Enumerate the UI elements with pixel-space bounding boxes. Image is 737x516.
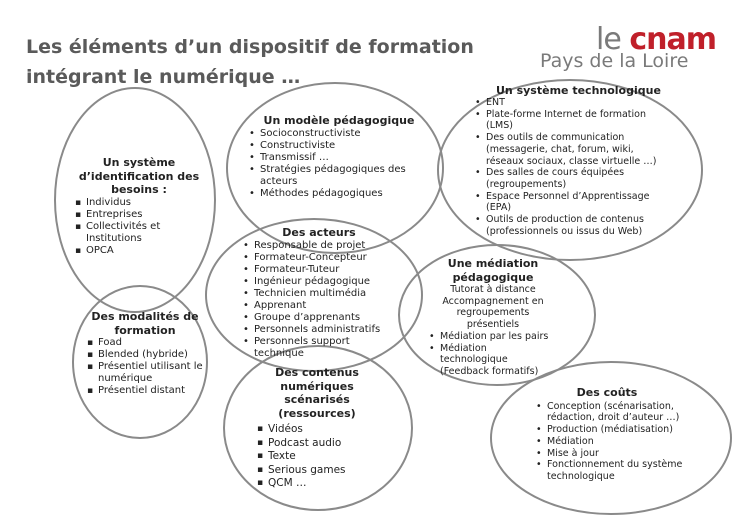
list-item: ▪ Podcast audio bbox=[256, 437, 378, 451]
list-item: ▪ Foad bbox=[86, 337, 204, 349]
block-couts bbox=[535, 386, 687, 483]
cnam-logo bbox=[540, 22, 730, 82]
besoins-list bbox=[74, 197, 204, 257]
list-item: • Médiation par les pairs bbox=[428, 331, 558, 343]
modele-heading: Un modèle pédagogique bbox=[263, 114, 415, 127]
block-contenus bbox=[256, 366, 378, 491]
list-item: • Technicien multimédia bbox=[242, 288, 392, 300]
list-item: • Fonctionnement du système technologique bbox=[535, 459, 687, 483]
page-title-line2: intégrant le numérique … bbox=[26, 66, 301, 88]
list-item: • Responsable de projet bbox=[242, 240, 392, 252]
list-item: • Stratégies pédagogiques des acteurs bbox=[248, 164, 420, 188]
besoins-heading: Un système d’identification des besoins : bbox=[78, 156, 200, 196]
list-item: • Groupe d’apprenants bbox=[242, 312, 392, 324]
list-item: • Apprenant bbox=[242, 300, 392, 312]
list-item: • Conception (scénarisation, rédaction, droit d’auteur …) bbox=[535, 401, 687, 425]
acteurs-list bbox=[242, 240, 392, 360]
list-item: • Des outils de communication (messagerie, chat, forum, wiki, réseaux sociaux, classe virtuelle …) bbox=[474, 132, 670, 167]
logo-le-text: le bbox=[596, 22, 630, 57]
list-item: ▪ Serious games bbox=[256, 464, 378, 478]
logo-cnam-text: cnam bbox=[629, 22, 716, 57]
list-item: ▪ Texte bbox=[256, 450, 378, 464]
contenus-heading: Des contenus numériques scénarisés (ressources) bbox=[275, 366, 359, 420]
couts-heading: Des coûts bbox=[576, 386, 638, 399]
block-modele bbox=[248, 114, 420, 200]
list-item: • Socioconstructiviste bbox=[248, 128, 420, 140]
mediation-intro-line: Accompagnement en regroupements présentiels bbox=[442, 295, 544, 331]
list-item: ▪ Présentiel distant bbox=[86, 385, 204, 397]
list-item: ▪ OPCA bbox=[74, 245, 204, 257]
page-title bbox=[26, 32, 546, 92]
list-item: • ENT bbox=[474, 97, 670, 109]
list-item: • Outils de production de contenus (professionnels ou issus du Web) bbox=[474, 214, 670, 237]
modele-list bbox=[248, 128, 420, 200]
list-item: • Ingénieur pédagogique bbox=[242, 276, 392, 288]
acteurs-heading: Des acteurs bbox=[282, 226, 356, 239]
logo-subtitle: Pays de la Loire bbox=[540, 50, 689, 72]
mediation-intro-line: Tutorat à distance bbox=[450, 284, 536, 295]
list-item: ▪ Individus bbox=[74, 197, 204, 209]
list-item: • Constructiviste bbox=[248, 140, 420, 152]
list-item: • Personnels administratifs bbox=[242, 324, 392, 336]
list-item: • Transmissif … bbox=[248, 152, 420, 164]
list-item: • Médiation bbox=[535, 436, 687, 448]
list-item: ▪ Blended (hybride) bbox=[86, 349, 204, 361]
list-item: • Médiation technologique (Feedback formatifs) bbox=[428, 343, 558, 378]
list-item: ▪ Collectivités et Institutions bbox=[74, 221, 204, 245]
list-item: • Plate-forme Internet de formation (LMS) bbox=[474, 109, 670, 132]
modalites-list bbox=[86, 337, 204, 397]
list-item: • Formateur-Tuteur bbox=[242, 264, 392, 276]
technologique-heading: Un système technologique bbox=[496, 84, 661, 97]
mediation-list bbox=[428, 331, 558, 378]
list-item: • Formateur-Concepteur bbox=[242, 252, 392, 264]
mediation-heading: Une médiation pédagogique bbox=[447, 257, 539, 284]
list-item: • Production (médiatisation) bbox=[535, 424, 687, 436]
list-item: • Méthodes pédagogiques bbox=[248, 188, 420, 200]
block-mediation bbox=[428, 257, 558, 378]
list-item: ▪ Vidéos bbox=[256, 423, 378, 437]
modalites-heading: Des modalités de formation bbox=[91, 310, 199, 337]
list-item: • Des salles de cours équipées (regroupements) bbox=[474, 167, 670, 190]
block-technologique bbox=[474, 84, 670, 237]
couts-list bbox=[535, 401, 687, 484]
list-item: • Personnels support technique bbox=[242, 336, 392, 360]
list-item: ▪ Présentiel utilisant le numérique bbox=[86, 361, 204, 385]
list-item: • Mise à jour bbox=[535, 448, 687, 460]
block-acteurs bbox=[242, 226, 392, 360]
page-title-line1: Les éléments d’un dispositif de formation bbox=[26, 36, 474, 58]
contenus-list bbox=[256, 423, 378, 491]
list-item: ▪ Entreprises bbox=[74, 209, 204, 221]
list-item: ▪ QCM … bbox=[256, 477, 378, 491]
list-item: • Espace Personnel d’Apprentissage (EPA) bbox=[474, 191, 670, 214]
technologique-list bbox=[474, 84, 670, 237]
block-besoins bbox=[74, 156, 204, 257]
block-modalites bbox=[86, 310, 204, 397]
